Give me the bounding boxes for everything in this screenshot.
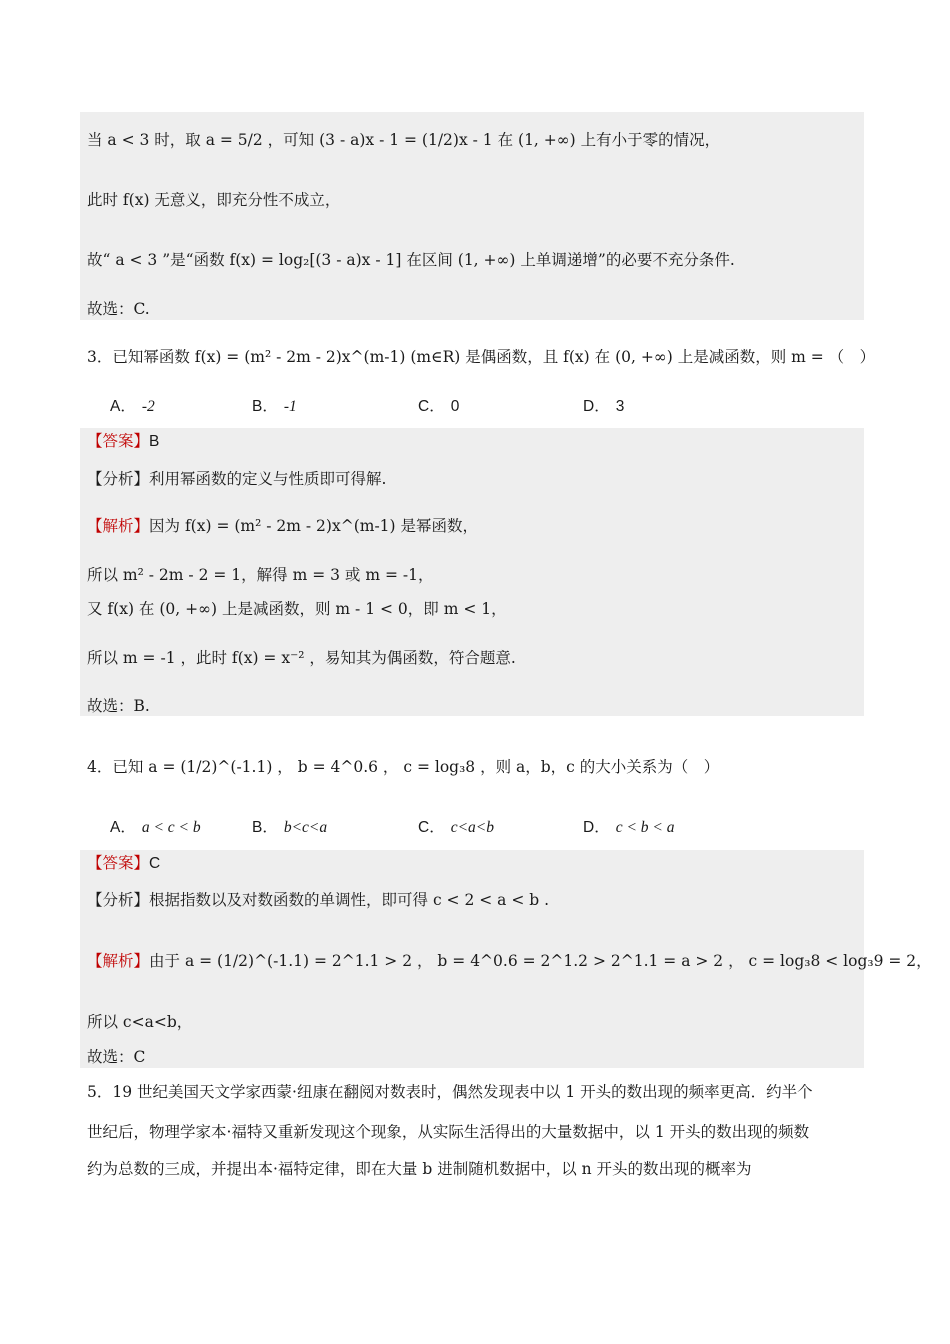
q3-stem: 3．已知幂函数 f(x) = (m² - 2m - 2)x^(m-1) (m∈R) 是偶函数，且 f(x) 在 (0, +∞) 上是减函数，则 m = （ ）: [87, 348, 876, 366]
analysis-tag: 【分析】: [87, 891, 150, 909]
q5-line-3: 约为总数的三成，并提出本·福特定律，即在大量 b 进制随机数据中，以 n 开头的数出现的概率为: [87, 1160, 752, 1178]
q4-stem: 4．已知 a = (1/2)^(-1.1) ， b = 4^0.6 ， c = log₃8 ，则 a，b，c 的大小关系为（ ）: [87, 758, 720, 776]
q5-line-2: 世纪后，物理学家本·福特又重新发现这个现象，从实际生活得出的大量数据中，以 1 开头的数出现的频数: [87, 1123, 810, 1141]
q4-analysis: 根据指数以及对数函数的单调性，即可得 c < 2 < a < b .: [149, 891, 550, 909]
q3-analysis: 利用幂函数的定义与性质即可得解.: [149, 470, 387, 488]
q4-solution-line-2: 所以 c<a<b，: [87, 1013, 193, 1031]
answer-tag: 【答案】: [87, 854, 150, 872]
solution-tag: 【解析】: [87, 517, 150, 535]
q3-analysis-line: [87, 469, 386, 489]
prev-answer: 故选：C.: [87, 300, 150, 318]
q3-solution-line-2: 所以 m² - 2m - 2 = 1，解得 m = 3 或 m = -1，: [87, 566, 434, 584]
analysis-tag: 【分析】: [87, 470, 150, 488]
q3-solution-line-4: 所以 m = -1 ，此时 f(x) = x⁻² ，易知其为偶函数，符合题意.: [87, 649, 516, 667]
q4-analysis-line: [87, 890, 549, 910]
q3-solution-line-1: 【解析】因为 f(x) = (m² - 2m - 2)x^(m-1) 是幂函数，: [87, 517, 479, 535]
q4-option-a[interactable]: A． a < c < b: [110, 819, 201, 836]
q3-answer-line: [87, 431, 159, 452]
solution-tag: 【解析】: [87, 952, 150, 970]
q3-answer: B: [149, 433, 160, 450]
q4-option-b[interactable]: B． b<c<a: [252, 819, 328, 836]
q3-solution-line-3: 又 f(x) 在 (0, +∞) 上是减函数，则 m - 1 < 0，即 m < 1，: [87, 600, 507, 618]
q4-final-answer: 故选：C: [87, 1048, 146, 1066]
q5-line-1: 5．19 世纪美国天文学家西蒙·纽康在翻阅对数表时，偶然发现表中以 1 开头的数出现的频率更高．约半个: [87, 1083, 813, 1101]
q4-answer: C: [149, 855, 161, 872]
q3-final-answer: 故选：B.: [87, 697, 150, 715]
prev-solution-line-3: 故“ a < 3 ”是“函数 f(x) = log₂[(3 - a)x - 1] 在区间 (1, +∞) 上单调递增”的必要不充分条件.: [87, 251, 735, 269]
q4-answer-line: [87, 853, 160, 874]
answer-tag: 【答案】: [87, 432, 150, 450]
q4-option-c[interactable]: C． c<a<b: [418, 819, 495, 836]
q4-option-d[interactable]: D． c < b < a: [583, 819, 675, 836]
prev-solution-line-2: 此时 f(x) 无意义，即充分性不成立，: [87, 191, 341, 209]
q4-solution-line-1: 【解析】由于 a = (1/2)^(-1.1) = 2^1.1 > 2 ， b = 4^0.6 = 2^1.2 > 2^1.1 = a > 2 ， c = log₃8 < log₃9 = 2，: [87, 952, 932, 970]
q3-option-b[interactable]: B． -1: [252, 398, 297, 415]
q3-option-c[interactable]: C． 0: [418, 398, 460, 415]
prev-solution-line-1: 当 a < 3 时，取 a = 5/2 ，可知 (3 - a)x - 1 = (1/2)x - 1 在 (1, +∞) 上有小于零的情况，: [87, 131, 721, 149]
q3-option-a[interactable]: A． -2: [110, 398, 155, 415]
q3-option-d[interactable]: D． 3: [583, 398, 625, 415]
